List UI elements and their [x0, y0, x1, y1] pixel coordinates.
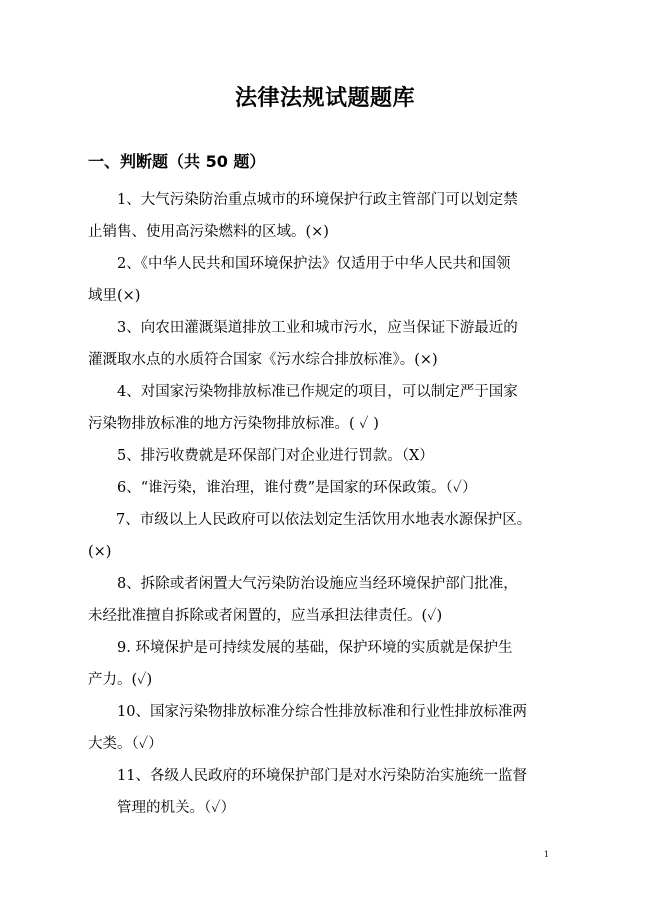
question-6-line-1: 6、“谁污染，谁治理，谁付费”是国家的环保政策。（✓）: [117, 480, 477, 496]
question-4-line-1: 4、对国家污染物排放标准已作规定的项目，可以制定严于国家: [117, 384, 518, 400]
question-7-line-2: (×): [88, 544, 112, 560]
question-1-line-1: 1、大气污染防治重点城市的环境保护行政主管部门可以划定禁: [117, 192, 518, 208]
question-3-line-1: 3、向农田灌溉渠道排放工业和城市污水，应当保证下游最近的: [117, 320, 518, 336]
question-8-line-2: 未经批准擅自拆除或者闲置的，应当承担法律责任。(✓): [88, 608, 443, 624]
question-11-line-1: 11、各级人民政府的环境保护部门是对水污染防治实施统一监督: [117, 768, 527, 784]
page-title: 法律法规试题题库: [234, 86, 415, 111]
question-list: [88, 184, 558, 824]
question-10-line-2: 大类。（✓）: [88, 736, 163, 752]
question-3-line-2: 灌溉取水点的水质符合国家《污水综合排放标准》。(×): [88, 352, 438, 368]
question-11-line-2: 管理的机关。（✓）: [117, 800, 236, 816]
question-7-line-1: 7、市级以上人民政府可以依法划定生活饮用水地表水源保护区。: [116, 512, 532, 528]
page-number: 1: [543, 850, 549, 859]
question-2-line-1: 2、《中华人民共和国环境保护法》仅适用于中华人民共和国领: [117, 256, 511, 272]
question-10-line-1: 10、国家污染物排放标准分综合性排放标准和行业性排放标准两: [117, 704, 527, 720]
question-9-line-2: 产力。(✓): [88, 672, 153, 688]
question-2-line-2: 域里(×): [88, 288, 141, 304]
question-1-line-2: 止销售、使用高污染燃料的区域。(×): [88, 224, 329, 240]
section-heading: 一、判断题（共 50 题）: [88, 152, 266, 171]
question-5-line-1: 5、排污收费就是环保部门对企业进行罚款。（X）: [117, 448, 434, 464]
question-8-line-1: 8、拆除或者闲置大气污染防治设施应当经环境保护部门批准，: [117, 576, 518, 592]
question-4-line-2: 污染物排放标准的地方污染物排放标准。( ✓ ): [88, 416, 379, 432]
question-9-line-1: 9. 环境保护是可持续发展的基础，保护环境的实质就是保护生: [117, 640, 513, 656]
